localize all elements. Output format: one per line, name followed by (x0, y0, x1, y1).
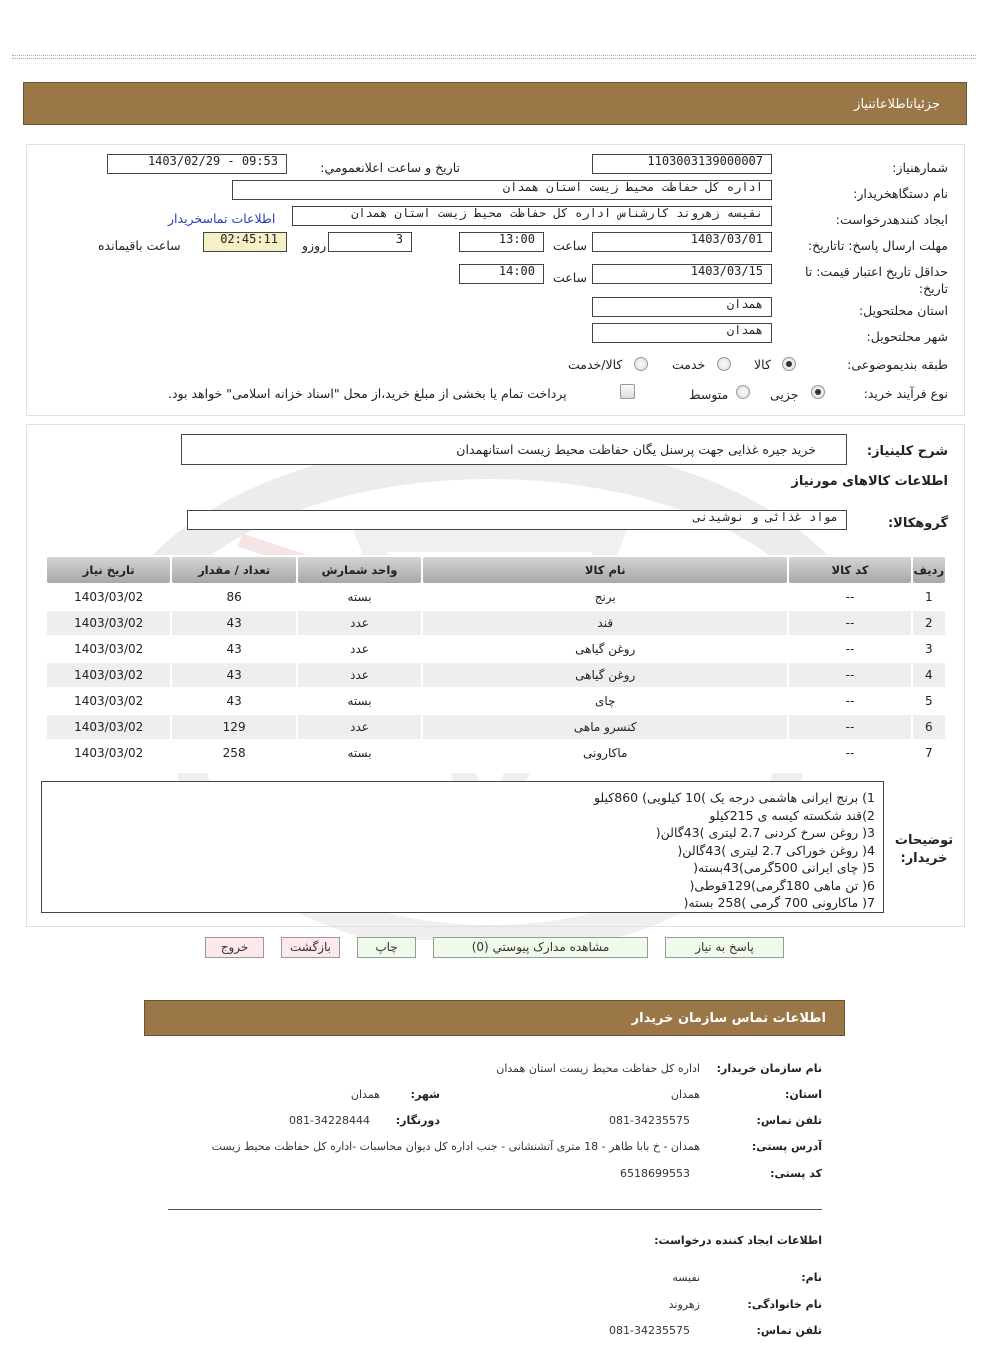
table-row (47, 689, 945, 713)
need-number-label: شمارهنیاز: (892, 160, 948, 175)
creator-family-value: زهروند (668, 1298, 700, 1311)
contact-title: اطلاعات تماس سازمان خریدار (631, 1011, 826, 1026)
fax-label: دورنگار: (395, 1114, 440, 1127)
quantity-cell: 43 (172, 663, 295, 687)
unit-cell: عدد (298, 715, 421, 739)
exit-button[interactable]: خروج (205, 937, 264, 958)
unit-cell: بسته (298, 689, 421, 713)
top-divider (12, 55, 976, 59)
delivery-city-label: شهر محلتحویل: (866, 329, 948, 344)
need-number-field[interactable]: 1103003139000007 (592, 154, 772, 174)
page-header (23, 82, 967, 125)
col-code-header: کد کالا (789, 557, 910, 583)
need-date-cell: 1403/03/02 (47, 689, 170, 713)
validity-time-field[interactable]: 14:00 (459, 264, 544, 284)
remaining-time-label: ساعت باقيمانده (98, 238, 181, 253)
process-medium-radio[interactable] (736, 385, 750, 399)
item-name-cell: روغن گیاهی (423, 663, 787, 687)
items-table (45, 555, 947, 767)
province-label: استان: (785, 1088, 822, 1101)
buyer-contact-link[interactable]: اطلاعات تماسخریدار (168, 211, 276, 226)
category-goods-label: کالا (754, 357, 771, 372)
validity-date-field[interactable]: 1403/03/15 (592, 264, 772, 284)
category-goods-service-label: کالا/خدمت (568, 357, 623, 372)
org-name-label: نام سازمان خریدار: (716, 1062, 822, 1075)
unit-cell: عدد (298, 663, 421, 687)
address-label: آدرس پستی: (751, 1140, 822, 1153)
need-date-cell: 1403/03/02 (47, 663, 170, 687)
days-label: روزو (302, 238, 327, 253)
row-number-cell: 1 (913, 585, 945, 609)
page-title: جزئیاتاطلاعاتنیاز (854, 97, 940, 112)
deadline-time-field[interactable]: 13:00 (459, 232, 544, 252)
table-row (47, 611, 945, 635)
keyword-label: شرح کلينیاز: (866, 444, 948, 459)
treasury-payment-note: پرداخت تمام یا بخشی از مبلغ خرید،از محل "اسناد خزانه اسلامی" خواهد بود. (168, 386, 567, 401)
quantity-cell: 43 (172, 689, 295, 713)
postal-code-label: کد پستی: (770, 1167, 822, 1180)
unit-cell: بسته (298, 585, 421, 609)
creator-label: ایجاد کنندهدرخواست: (835, 212, 948, 227)
announce-date-label: تاریخ و ساعت اعلانعمومي: (320, 160, 460, 175)
item-code-cell: -- (789, 689, 910, 713)
province-value: همدان (670, 1088, 700, 1101)
quantity-cell: 43 (172, 611, 295, 635)
org-name-value: اداره کل حفاظت محیط زیست استان همدان (496, 1062, 700, 1075)
col-qty-header: تعداد / مقدار (172, 557, 295, 583)
category-goods-radio[interactable] (782, 357, 796, 371)
creator-phone-label: تلفن تماس: (756, 1324, 822, 1337)
creator-name-label: نام: (801, 1271, 822, 1284)
category-goods-service-radio[interactable] (634, 357, 648, 371)
table-header-row (47, 557, 945, 583)
need-date-cell: 1403/03/02 (47, 637, 170, 661)
keyword-field[interactable]: خرید جیره غذایی جهت پرسنل یگان حفاظت محیط زیست استانهمدان (181, 434, 847, 465)
deadline-label: مهلت ارسال پاسخ: تاتاریخ: (807, 238, 948, 253)
category-service-radio[interactable] (717, 357, 731, 371)
row-number-cell: 7 (913, 741, 945, 765)
unit-cell: بسته (298, 741, 421, 765)
table-row (47, 637, 945, 661)
unit-cell: عدد (298, 611, 421, 635)
postal-code-value: 6518699553 (620, 1167, 690, 1180)
row-number-cell: 6 (913, 715, 945, 739)
deadline-date-field[interactable]: 1403/03/01 (592, 232, 772, 252)
item-name-cell: قند (423, 611, 787, 635)
item-code-cell: -- (789, 663, 910, 687)
category-label: طبقه بندیموضوعی: (847, 357, 948, 372)
reply-button[interactable]: پاسخ به نیاز (665, 937, 784, 958)
item-name-cell: روغن گیاهی (423, 637, 787, 661)
contact-divider (168, 1209, 822, 1210)
process-type-label: نوع فرآیند خرید: (863, 386, 948, 401)
table-row (47, 715, 945, 739)
table-row (47, 585, 945, 609)
attachments-button[interactable]: مشاهده مدارک پیوستي (0) (433, 937, 648, 958)
goods-info-title: اطلاعات کالاهای مورنیاز (791, 474, 948, 489)
quantity-cell: 129 (172, 715, 295, 739)
delivery-province-label: استان محلتحویل: (858, 303, 948, 318)
quantity-cell: 43 (172, 637, 295, 661)
need-date-cell: 1403/03/02 (47, 741, 170, 765)
treasury-payment-checkbox[interactable] (620, 384, 635, 399)
creator-phone-value: 081-34235575 (609, 1324, 690, 1337)
city-value: همدان (350, 1088, 380, 1101)
process-minor-radio[interactable] (811, 385, 825, 399)
quantity-cell: 86 (172, 585, 295, 609)
goods-group-label: گروهکالا: (887, 516, 948, 531)
city-label: شهر: (410, 1088, 440, 1101)
creator-name-value: نفیسه (672, 1271, 700, 1284)
item-name-cell: کنسرو ماهی (423, 715, 787, 739)
col-date-header: تاریخ نیاز (47, 557, 170, 583)
col-unit-header: واحد شمارش (298, 557, 421, 583)
back-button[interactable]: بازگشت (281, 937, 340, 958)
item-name-cell: ماکارونی (423, 741, 787, 765)
buyer-notes-label: توضیحات خریدار: (894, 833, 954, 866)
items-table-wrap (45, 555, 947, 773)
goods-group-field[interactable]: مواد غذائی و نوشیدنی (187, 510, 847, 530)
col-row-header: ردیف (913, 557, 945, 583)
quantity-cell: 258 (172, 741, 295, 765)
delivery-city-field[interactable]: همدان (592, 323, 772, 343)
validity-time-label: ساعت (553, 270, 588, 285)
buyer-notes-field[interactable]: 1) برنج ایرانی هاشمی درجه یک )10 کیلویی) 860کیلو 2)قند شکسته کیسه ی 215کیلو 3( روغن سرخ کردنی 2.7 لیتری )43گالن( 4( روغن خوراکی 2.7 لیتری )43گالن( 5( چای ایرانی 500گرمی)43بسته( 6( تن ماهی 180گرمی)129قوطی( 7( ماکارونی 700 گرمی )258 بسته( (41, 781, 884, 913)
item-code-cell: -- (789, 715, 910, 739)
unit-cell: عدد (298, 637, 421, 661)
table-row (47, 741, 945, 765)
col-name-header: نام کالا (423, 557, 787, 583)
item-code-cell: -- (789, 637, 910, 661)
process-medium-label: متوسط (689, 387, 729, 402)
contact-header (144, 1000, 845, 1036)
table-row (47, 663, 945, 687)
buyer-org-label: نام دستگاهخریدار: (853, 186, 948, 201)
buyer-org-field[interactable]: اداره کل حفاظت محیط زیست استان همدان (232, 180, 772, 200)
phone-value: 081-34235575 (609, 1114, 690, 1127)
days-field[interactable]: 3 (328, 232, 412, 252)
announce-date-field[interactable]: 1403/02/29 - 09:53 (107, 154, 287, 174)
need-date-cell: 1403/03/02 (47, 585, 170, 609)
process-minor-label: جزیی (770, 387, 799, 402)
need-date-cell: 1403/03/02 (47, 715, 170, 739)
delivery-province-field[interactable]: همدان (592, 297, 772, 317)
print-button[interactable]: چاپ (357, 937, 416, 958)
creator-field[interactable]: نفیسه زهروند کارشناس اداره کل حفاظت محیط زیست استان همدان (292, 206, 772, 226)
need-date-cell: 1403/03/02 (47, 611, 170, 635)
fax-value: 081-34228444 (289, 1114, 370, 1127)
remaining-time-field: 02:45:11 (203, 232, 287, 252)
item-code-cell: -- (789, 585, 910, 609)
phone-label: تلفن تماس: (756, 1114, 822, 1127)
deadline-time-label: ساعت (553, 238, 588, 253)
item-code-cell: -- (789, 741, 910, 765)
creator-family-label: نام خانوادگی: (747, 1298, 822, 1311)
address-value: همدان - خ بابا طاهر - 18 متری آتشنشانی - جنب اداره کل دیوان محاسبات -اداره کل حفاظت محیط زیست (211, 1140, 700, 1153)
row-number-cell: 4 (913, 663, 945, 687)
row-number-cell: 5 (913, 689, 945, 713)
validity-label: حداقل تاریخ اعتبار قیمت: تا تاریخ: (804, 264, 948, 296)
item-code-cell: -- (789, 611, 910, 635)
item-name-cell: برنج (423, 585, 787, 609)
creator-info-title: اطلاعات ایجاد کننده درخواست: (654, 1234, 822, 1247)
row-number-cell: 2 (913, 611, 945, 635)
category-service-label: خدمت (672, 357, 706, 372)
row-number-cell: 3 (913, 637, 945, 661)
item-name-cell: چای (423, 689, 787, 713)
